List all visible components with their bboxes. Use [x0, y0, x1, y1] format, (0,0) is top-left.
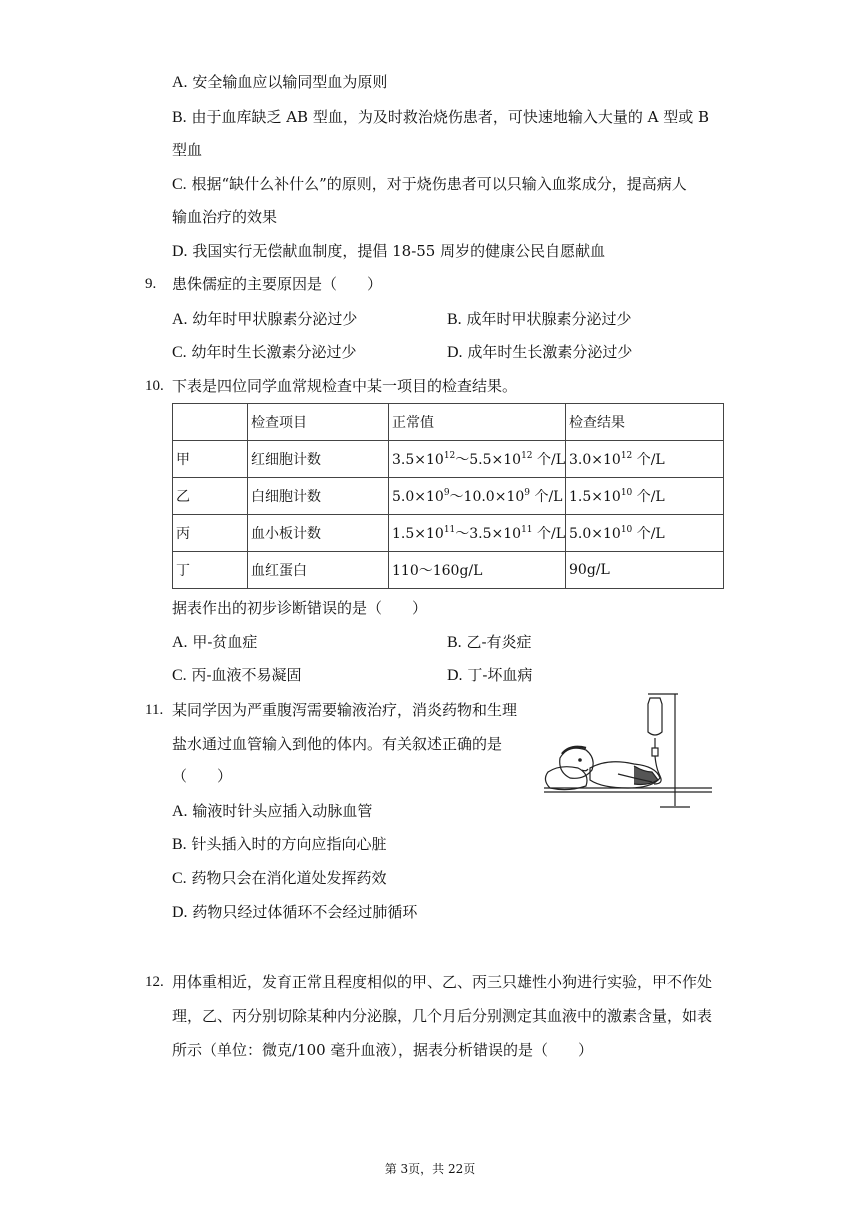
q12-line1: 用体重相近，发育正常且程度相似的甲、乙、丙三只雄性小狗进行实验，甲不作处 [172, 973, 713, 991]
iv-drip-illustration [538, 688, 718, 823]
q11-stem-line1: 某同学因为严重腹泻需要输液治疗，消炎药物和生理 [172, 701, 518, 719]
header-cell [173, 404, 248, 441]
person-cell: 乙 [173, 478, 248, 515]
person-cell: 丙 [173, 515, 248, 552]
option-text: 我国实行无偿献血制度，提倡 18-55 周岁的健康公民自愿献血 [192, 242, 606, 260]
item-cell: 红细胞计数 [248, 441, 389, 478]
option-label: B. [447, 311, 462, 328]
item-cell: 血红蛋白 [248, 552, 389, 589]
table-row [173, 552, 724, 589]
result-cell: $3.0\times 10^{12}$ 个/L [566, 441, 724, 478]
option-label: D. [447, 344, 463, 361]
option-text: 根据“缺什么补什么”的原则，对于烧伤患者可以只输入血浆成分，提高病人 [191, 175, 687, 193]
item-cell: 血小板计数 [248, 515, 389, 552]
result-cell: $1.5\times 10^{10}$ 个/L [566, 478, 724, 515]
blood-test-table [172, 403, 724, 589]
q11-option-b [172, 834, 386, 855]
option-text: 成年时生长激素分泌过少 [467, 343, 633, 361]
q9-option-b [447, 309, 631, 330]
option-text: 药物只会在消化道处发挥药效 [191, 869, 387, 887]
normal-cell: $3.5\times 10^{12}\sim 5.5\times 10^{12}$ 个/L [389, 441, 566, 478]
item-cell: 白细胞计数 [248, 478, 389, 515]
q10-option-d [447, 665, 532, 686]
q11-number: 11. [145, 702, 164, 718]
normal-cell: $1.5\times 10^{11}\sim 3.5\times 10^{11}$ 个/L [389, 515, 566, 552]
table-row [173, 478, 724, 515]
result-cell: 90g/L [566, 552, 724, 589]
q8-option-d [172, 241, 605, 262]
q10-option-b [447, 632, 532, 653]
q12-line2: 理，乙、丙分别切除某种内分泌腺，几个月后分别测定其血液中的激素含量，如表 [172, 1007, 713, 1025]
q9-stem: 患侏儒症的主要原因是（ ） [172, 275, 383, 293]
option-label: A. [172, 74, 188, 91]
option-label: A. [172, 311, 188, 328]
q12-number: 12. [145, 974, 164, 990]
option-label: C. [172, 667, 187, 684]
q9-number: 9. [145, 276, 157, 292]
q9-option-a [172, 309, 357, 330]
q8-option-c [172, 174, 687, 195]
q9-option-c [172, 342, 356, 363]
option-label: B. [172, 109, 187, 126]
header-cell: 检查项目 [248, 404, 389, 441]
q10-question: 据表作出的初步诊断错误的是（ ） [172, 599, 428, 617]
option-text: 药物只经过体循环不会经过肺循环 [192, 903, 418, 921]
q8-option-a [172, 72, 387, 93]
option-text: 针头插入时的方向应指向心脏 [191, 835, 387, 853]
option-text: 安全输血应以输同型血为原则 [192, 73, 388, 91]
q10-option-a [172, 632, 257, 653]
q10-option-c [172, 665, 302, 686]
option-label: A. [172, 803, 188, 820]
option-text: 幼年时甲状腺素分泌过少 [192, 310, 358, 328]
q10-number: 10. [145, 378, 164, 394]
header-cell: 检查结果 [566, 404, 724, 441]
option-label: C. [172, 344, 187, 361]
table-row [173, 441, 724, 478]
result-cell: $5.0\times 10^{10}$ 个/L [566, 515, 724, 552]
option-label: B. [172, 836, 187, 853]
q12-line3: 所示（单位：微克/100 毫升血液），据表分析错误的是（ ） [172, 1041, 593, 1059]
option-label: D. [172, 904, 188, 921]
option-text: 丁-坏血病 [467, 666, 533, 684]
normal-cell: $5.0\times 10^9\sim 10.0\times 10^9$ 个/L [389, 478, 566, 515]
q10-stem: 下表是四位同学血常规检查中某一项目的检查结果。 [172, 377, 518, 395]
table-header-row [173, 404, 724, 441]
table-row [173, 515, 724, 552]
q8-option-b-cont: 型血 [172, 141, 203, 159]
option-text: 甲-贫血症 [192, 633, 258, 651]
option-text: 成年时甲状腺素分泌过少 [466, 310, 632, 328]
option-label: B. [447, 634, 462, 651]
q11-option-c [172, 868, 386, 889]
option-text: 丙-血液不易凝固 [191, 666, 302, 684]
q8-option-c-cont: 输血治疗的效果 [172, 208, 278, 226]
header-cell: 正常值 [389, 404, 566, 441]
q8-option-b [172, 107, 709, 128]
option-label: A. [172, 634, 188, 651]
q11-stem-line2: 盐水通过血管输入到他的体内。有关叙述正确的是 [172, 735, 503, 753]
option-text: 输液时针头应插入动脉血管 [192, 802, 373, 820]
option-text: 幼年时生长激素分泌过少 [191, 343, 357, 361]
q9-option-d [447, 342, 632, 363]
person-cell: 丁 [173, 552, 248, 589]
option-label: C. [172, 870, 187, 887]
person-cell: 甲 [173, 441, 248, 478]
normal-cell: 110～160g/L [389, 552, 566, 589]
option-label: D. [447, 667, 463, 684]
q11-stem-line3: （ ） [172, 767, 233, 785]
page-footer: 第 3页，共 22页 [384, 1162, 476, 1176]
q11-option-a [172, 801, 372, 822]
q11-option-d [172, 902, 417, 923]
option-text: 由于血库缺乏 AB 型血，为及时救治烧伤患者，可快速地输入大量的 A 型或 B [191, 108, 710, 126]
option-label: C. [172, 176, 187, 193]
option-text: 乙-有炎症 [466, 633, 532, 651]
option-label: D. [172, 243, 188, 260]
